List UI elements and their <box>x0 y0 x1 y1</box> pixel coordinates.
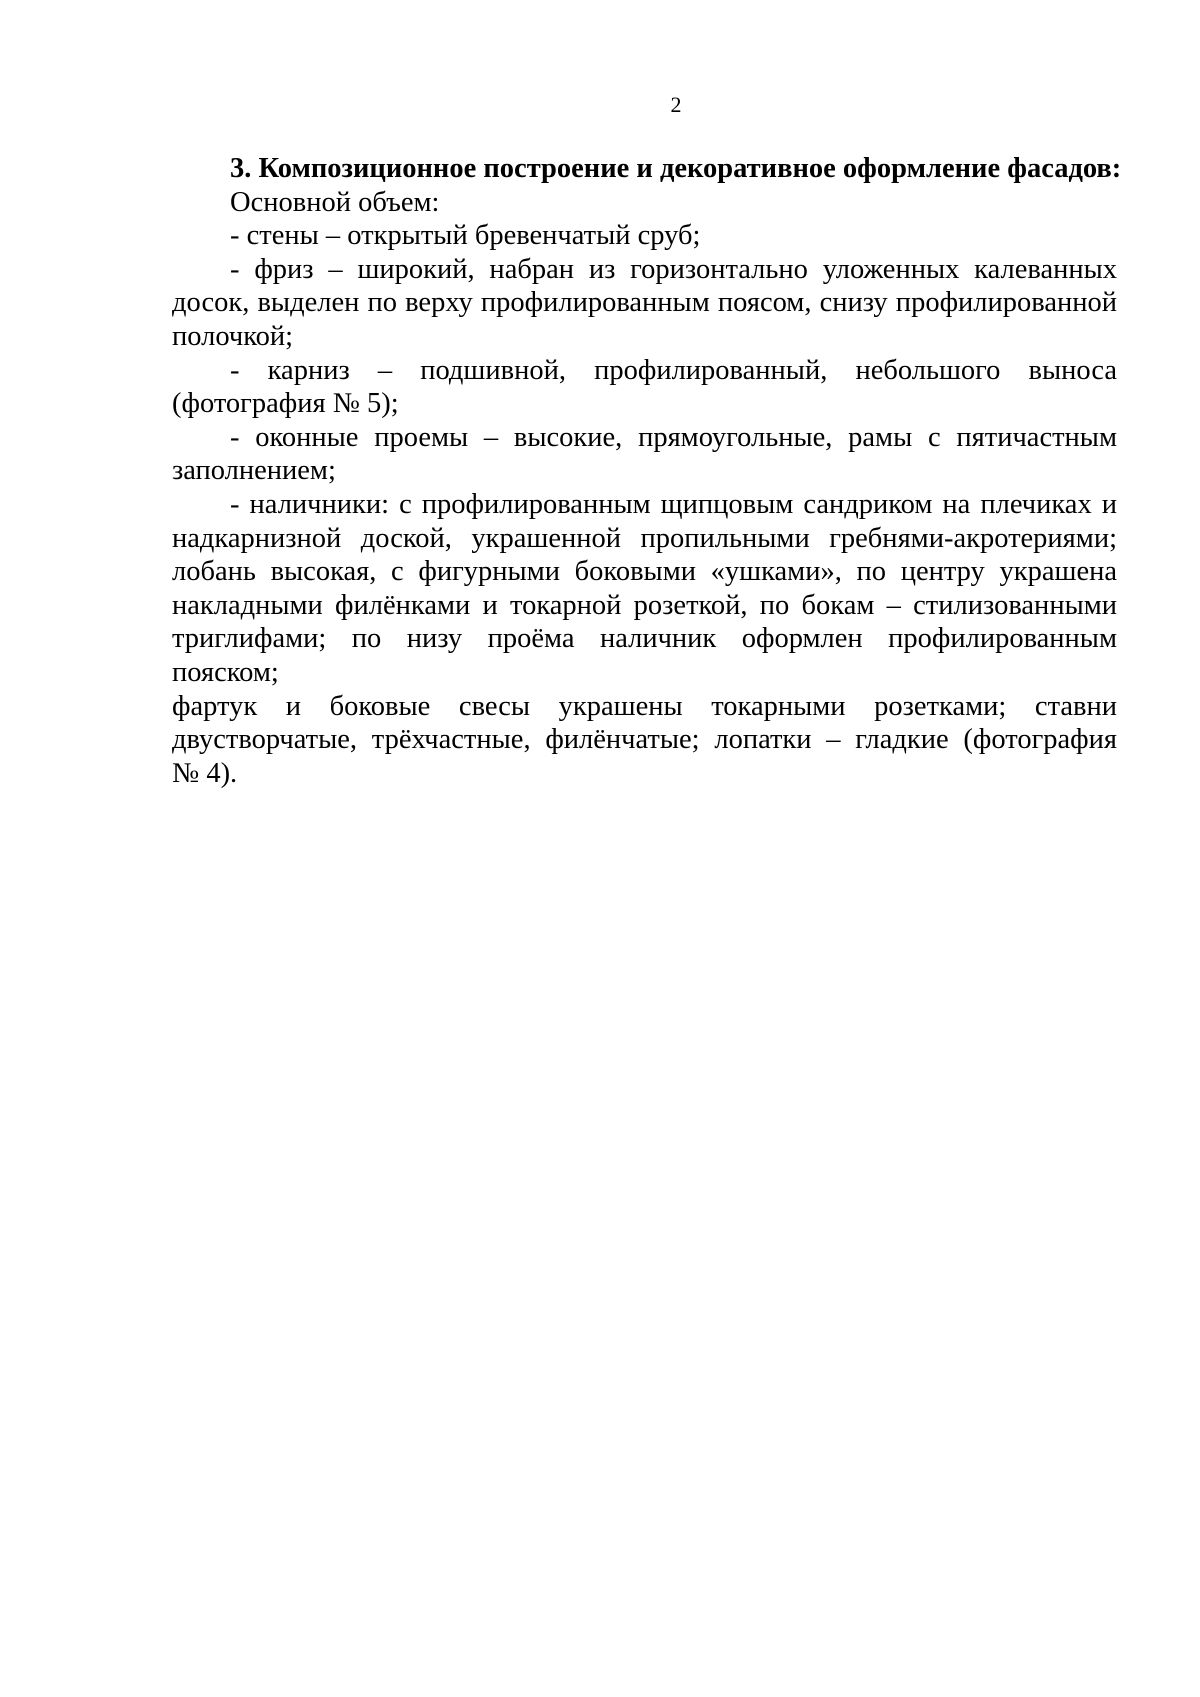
text-line: - стены – открытый бревенчатый сруб; <box>230 220 701 252</box>
section-heading: 3. Композиционное построение и декоративное оформление фасадов: <box>230 153 1122 184</box>
text-line: фартук и боковые свесы украшены токарными розетками; ставни <box>172 690 1117 722</box>
text-line: двустворчатые, трёхчастные, филёнчатые; лопатки – гладкие (фотография <box>172 724 1117 756</box>
text-line: полочкой; <box>172 320 294 352</box>
text-line: накладными филёнками и токарной розеткой, по бокам – стилизованными <box>172 589 1117 621</box>
text-line: - наличники: с профилированным щипцовым сандриком на плечиках и <box>230 488 1117 520</box>
text-line: триглифами; по низу проёма наличник оформлен профилированным пояском; <box>172 623 1117 688</box>
text-line: Основной объем: <box>230 186 440 218</box>
text-line: досок, выделен по верху профилированным поясом, снизу профилированной <box>172 287 1117 319</box>
page-number: 2 <box>670 92 682 117</box>
text-line: - оконные проемы – высокие, прямоугольные, рамы с пятичастным <box>230 421 1117 453</box>
text-line: - карниз – подшивной, профилированный, небольшого выноса <box>230 354 1117 386</box>
text-line: лобань высокая, с фигурными боковыми «ушками», по центру украшена <box>172 556 1117 588</box>
document-body <box>172 152 1122 790</box>
text-line: заполнением; <box>172 455 336 487</box>
text-line: надкарнизной доской, украшенной пропильными гребнями-акротериями; <box>172 522 1117 554</box>
text-line: № 4). <box>172 757 238 789</box>
text-line: - фриз – широкий, набран из горизонтально уложенных калеванных <box>230 253 1117 285</box>
text-line: (фотография № 5); <box>172 388 399 420</box>
